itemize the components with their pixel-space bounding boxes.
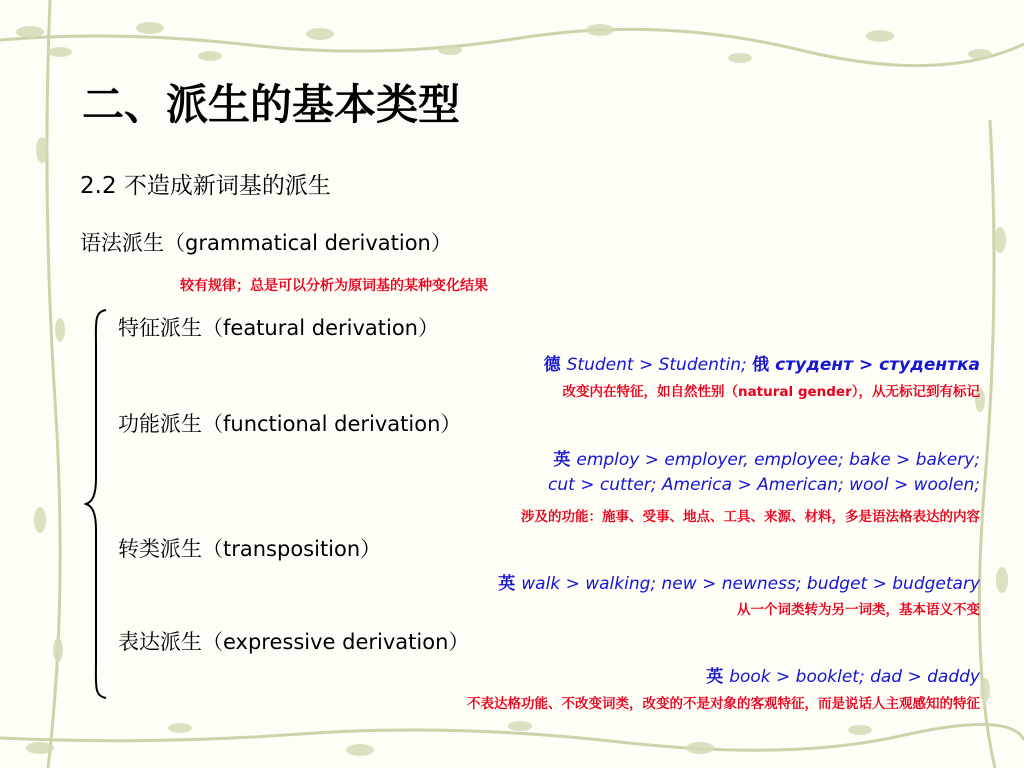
category-functional-example xyxy=(553,445,980,470)
category-expressive-description: 不表达格功能、不改变词类，改变的不是对象的客观特征，而是说话人主观感知的特征 xyxy=(467,696,980,712)
category-expressive-label: 表达派生（expressive derivation） xyxy=(118,630,470,654)
category-functional-label: 功能派生（functional derivation） xyxy=(118,412,462,436)
category-expressive-example xyxy=(706,662,980,687)
example-text: employ > employer, employee; bake > bakery; xyxy=(576,450,980,470)
page-title: 二、派生的基本类型 xyxy=(82,80,461,129)
example-language-2: 俄 xyxy=(752,355,770,375)
example-language: 英 xyxy=(498,574,516,594)
category-transposition-example xyxy=(498,569,980,594)
example-language: 德 xyxy=(543,355,561,375)
example-text: Student > Studentin; xyxy=(566,355,747,375)
intro-note: 较有规律；总是可以分析为原词基的某种变化结果 xyxy=(180,278,488,294)
example-text-2: студент > студентка xyxy=(775,355,980,375)
curly-brace-icon xyxy=(84,308,110,700)
example-text: book > booklet; dad > daddy xyxy=(729,667,980,687)
example-language: 英 xyxy=(553,450,571,470)
category-featural-label: 特征派生（featural derivation） xyxy=(118,316,439,340)
category-transposition-description: 从一个词类转为另一词类，基本语义不变 xyxy=(737,602,980,618)
example-text: walk > walking; new > newness; budget > budgetary xyxy=(521,574,980,594)
example-language: 英 xyxy=(706,667,724,687)
category-featural-example xyxy=(544,350,980,375)
intro-heading: 语法派生（grammatical derivation） xyxy=(80,231,452,255)
category-functional-description: 涉及的功能：施事、受事、地点、工具、来源、材料，多是语法格表达的内容 xyxy=(521,509,980,525)
section-subtitle: 2.2 不造成新词基的派生 xyxy=(80,173,331,199)
category-transposition-label: 转类派生（transposition） xyxy=(118,537,382,561)
category-functional-example-line2: cut > cutter; America > American; wool > woolen; xyxy=(548,475,980,495)
category-featural-description: 改变内在特征，如自然性别（natural gender），从无标记到有标记 xyxy=(562,384,980,400)
